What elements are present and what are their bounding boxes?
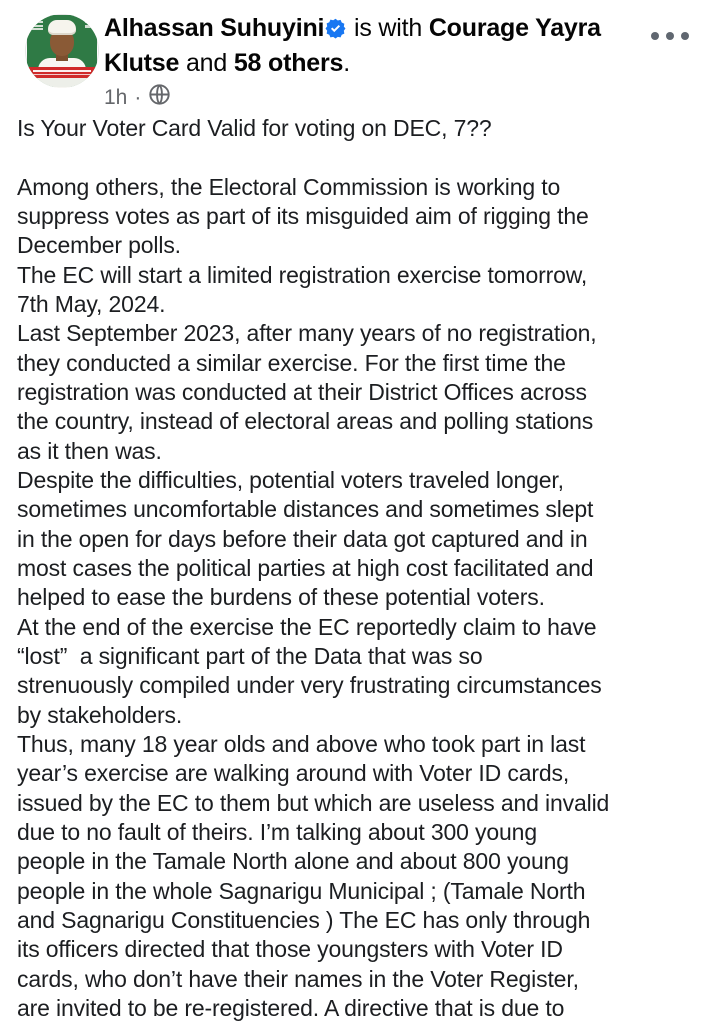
ellipsis-dot [666, 32, 674, 40]
author-name[interactable]: Alhassan Suhuyini [104, 14, 325, 42]
post-text-line: suppress votes as part of its misguided aim of rigging the [17, 202, 589, 229]
ellipsis-dot [651, 32, 659, 40]
avatar-banner [28, 67, 96, 78]
post-text-line: they conducted a similar exercise. For the first time the [17, 349, 566, 376]
post-menu-button[interactable] [649, 28, 691, 44]
post-text-line: the country, instead of electoral areas and polling stations [17, 408, 594, 435]
post-text-line: year’s exercise are walking around with Voter ID cards, [17, 760, 570, 787]
post-text-line: issued by the EC to them but which are useless and invalid [17, 789, 610, 816]
tagged-friend-name[interactable]: Courage Yayra [428, 14, 601, 42]
is-with-text: is with [354, 14, 423, 42]
post-text-line: as it then was. [17, 437, 162, 464]
post-text-line: helped to ease the burdens of these potential voters. [17, 584, 545, 611]
avatar-poster-text-left [30, 21, 43, 30]
post-text-line: Last September 2023, after many years of no registration, [17, 320, 597, 347]
post-text-line: December polls. [17, 232, 181, 259]
post-text-line: Is Your Voter Card Valid for voting on DEC, 7?? [17, 115, 492, 141]
post-text-line: The EC will start a limited registration exercise tomorrow, [17, 261, 588, 288]
post-text-line: At the end of the exercise the EC reportedly claim to have [17, 613, 597, 640]
avatar-bottom-strip [32, 78, 92, 87]
meta-separator: · [134, 85, 142, 109]
post-text-line: are invited to be re-registered. A directive that is due to [17, 994, 565, 1021]
avatar-cap [48, 20, 76, 35]
post-meta-row [104, 83, 656, 112]
post-text-line: Despite the difficulties, potential voters traveled longer, [17, 466, 564, 493]
ellipsis-dot [681, 32, 689, 40]
post-text-line: registration was conducted at their District Offices across [17, 378, 587, 405]
post-text-line: by stakeholders. [17, 701, 183, 728]
timestamp[interactable]: 1h [104, 85, 128, 109]
post-text-line: in the open for days before their data got captured and in [17, 525, 588, 552]
post-text-line: and Sagnarigu Constituencies ) The EC has only through [17, 906, 591, 933]
profile-avatar[interactable] [25, 14, 99, 88]
post-text-line: strenuously compiled under very frustrating circumstances [17, 672, 602, 699]
post-text-line: cards, who don’t have their names in the Voter Register, [17, 965, 579, 992]
avatar-poster-text-right [85, 20, 94, 31]
post-text-line: sometimes uncomfortable distances and sometimes slept [17, 496, 594, 523]
and-text: and [185, 48, 228, 77]
post-text [17, 114, 695, 1023]
period-text: . [343, 48, 350, 77]
post-text-line: its officers directed that those youngsters with Voter ID [17, 936, 563, 963]
post-header-text [104, 13, 656, 112]
author-row-line-1 [104, 13, 656, 48]
tagged-friend-name-cont[interactable]: Klutse [104, 48, 180, 77]
post-text-line [17, 143, 695, 172]
others-link[interactable]: 58 others [233, 48, 344, 77]
post-text-line: people in the whole Sagnarigu Municipal ; (Tamale North [17, 877, 586, 904]
post-text-line: most cases the political parties at high cost facilitated and [17, 554, 594, 581]
post-text-line: “lost” a significant part of the Data that was so [17, 642, 483, 669]
post-text-line: due to no fault of theirs. I’m talking about 300 young [17, 818, 537, 845]
author-row-line-2 [104, 48, 656, 80]
post-text-line: 7th May, 2024. [17, 290, 166, 317]
post-text-line: people in the Tamale North alone and about 800 young [17, 848, 569, 875]
post-text-line: Thus, many 18 year olds and above who took part in last [17, 730, 586, 757]
verified-badge-icon [325, 16, 346, 48]
post-text-line: Among others, the Electoral Commission is working to [17, 173, 561, 200]
globe-privacy-icon [148, 83, 171, 112]
